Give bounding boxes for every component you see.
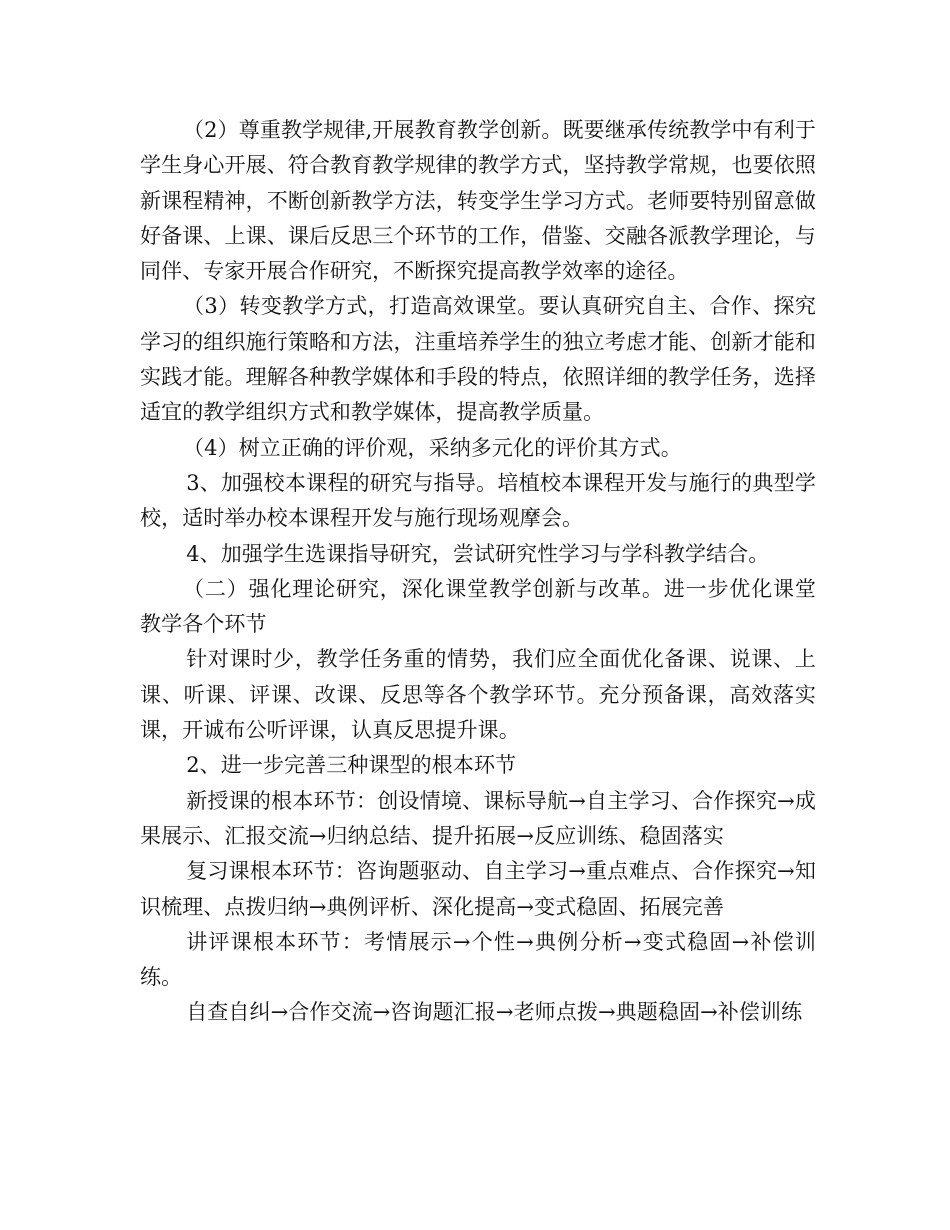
paragraph-new-lesson-steps: 新授课的根本环节：创设情境、课标导航→自主学习、合作探究→成果展示、汇报交流→归纳总结、提升拓展→反应训练、稳固落实 xyxy=(140,788,816,848)
paragraph-three-lesson-types: 2、进一步完善三种课型的根本环节 xyxy=(186,753,517,778)
paragraph-4-evaluation-view: （4）树立正确的评价观，采纳多元化的评价其方式。 xyxy=(183,435,682,460)
paragraph-review-lesson-steps: 复习课根本环节：咨询题驱动、自主学习→重点难点、合作探究→知识梳理、点拨归纳→典例评析、深化提高→变式稳固、拓展完善 xyxy=(140,859,816,919)
paragraph-course-selection: 4、加强学生选课指导研究，尝试研究性学习与学科教学结合。 xyxy=(186,541,770,566)
paragraph-comment-lesson-steps: 讲评课根本环节：考情展示→个性→典例分析→变式稳固→补偿训练。 xyxy=(140,929,816,990)
document-body xyxy=(140,113,816,1031)
paragraph-school-curriculum: 3、加强校本课程的研究与指导。培植校本课程开发与施行的典型学校，适时举办校本课程开发与施行现场观摩会。 xyxy=(140,470,816,531)
paragraph-3-change-teaching-methods: （3）转变教学方式，打造高效课堂。要认真研究自主、合作、探究学习的组织施行策略和方法，注重培养学生的独立考虑才能、创新才能和实践才能。理解各种教学媒体和手段的特点，依照详细的教学任务，选择适宜的教学组织方式和教学媒体，提高教学质量。 xyxy=(140,294,816,425)
paragraph-2-respect-teaching-rules: （2）尊重教学规律,开展教育教学创新。既要继承传统教学中有利于学生身心开展、符合教育教学规律的教学方式，坚持教学常规，也要依照新课程精神，不断创新教学方法，转变学生学习方式。老师要特别留意做好备课、上课、课后反思三个环节的工作，借鉴、交融各派教学理论，与同伴、专家开展合作研究，不断探究提高教学效率的途径。 xyxy=(140,118,816,284)
section-heading-theory-research: （二）强化理论研究，深化课堂教学创新与改革。进一步优化课堂教学各个环节 xyxy=(140,576,816,637)
paragraph-optimize-teaching-links: 针对课时少，教学任务重的情势，我们应全面优化备课、说课、上课、听课、评课、改课、反思等各个教学环节。充分预备课，高效落实课，开诚布公听评课，认真反思提升课。 xyxy=(140,647,816,743)
paragraph-self-check-steps: 自查自纠→合作交流→咨询题汇报→老师点拨→典题稳固→补偿训练 xyxy=(186,1000,803,1025)
